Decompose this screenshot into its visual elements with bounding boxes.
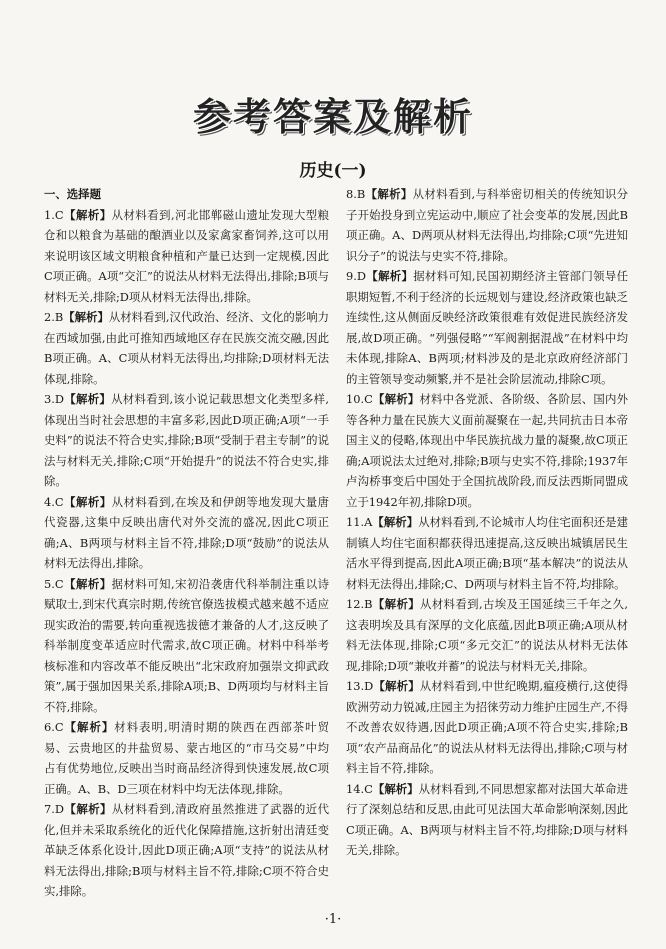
answer-text: 从材料看到,中世纪晚期,瘟疫横行,这使得欧洲劳动力锐减,庄园主为招徕劳动力维护庄园生产,不得不改善农奴待遇,因此D项正确;A项不符合史实,排除;B项“农产品商品化”的说法从材料无法得出,排除;C项与材料主旨不符,排除。 xyxy=(346,679,628,775)
analysis-tag: 【解析】 xyxy=(372,392,420,406)
answer-text: 材料中各党派、各阶级、各阶层、国内外等各种力量在民族大义面前凝聚在一起,共同抗击日本帝国主义的侵略,体现出中华民族抗战力量的凝聚,故C项正确;A项说法太过绝对,排除;B项与史实不符,排除;1937年卢沟桥事变后中国处于全国抗战阶段,而反法西斯同盟成立于1942年初,排除D项。 xyxy=(346,392,628,509)
left-column xyxy=(44,184,329,902)
answer-text: 从材料看到,该小说记载思想文化类型多样,体现出当时社会思想的丰富多彩,因此D项正确;A项“一手史料”的说法不符合史实,排除;B项“受制于君主专制”的说法与材料无关,排除;C项“开始提升”的说法不符合史实,排除。 xyxy=(44,392,329,488)
answer-number: 13.D xyxy=(346,679,374,693)
analysis-tag: 【解析】 xyxy=(63,494,112,509)
answer-text: 材料表明,明清时期的陕西在西部茶叶贸易、云贵地区的井盐贸易、蒙古地区的“市马交易”中均占有优势地位,反映出当时商品经济得到快速发展,故C项正确。A、B、D三项在材料中均无法体现,排除。 xyxy=(44,720,329,796)
answer-number: 10.C xyxy=(346,392,373,406)
analysis-tag: 【解析】 xyxy=(63,207,112,222)
analysis-tag: 【解析】 xyxy=(64,392,112,406)
analysis-tag: 【解析】 xyxy=(63,310,109,324)
answer-item xyxy=(346,594,628,676)
answer-text: 从材料看到,河北邯郸磁山遗址发现大型粮仓和以粮食为基础的酿酒业以及家禽家畜饲养,这可以用来说明该区域文明粮食种植和产量已达到一定规模,因此C项正确。A项“交汇”的说法从材料无法得出,排除;B项与材料无关,排除;D项从材料无法得出,排除。 xyxy=(44,207,329,304)
answer-item xyxy=(44,389,329,492)
answer-item xyxy=(44,799,329,902)
answer-number: 6.C xyxy=(44,720,64,734)
analysis-tag: 【解析】 xyxy=(372,781,419,796)
right-column xyxy=(346,184,628,861)
answer-text: 从材料看到,清政府虽然推进了武器的近代化,但并未采取系统化的近代化保障措施,这折射出清廷变革缺乏体系化设计,因此D项正确;A项“支持”的说法从材料无法得出,排除;B项与材料主旨不符,排除;C项不符合史实,排除。 xyxy=(44,802,329,898)
answer-number: 5.C xyxy=(44,576,64,591)
answer-number: 1.C xyxy=(44,207,64,222)
analysis-tag: 【解析】 xyxy=(373,679,420,693)
analysis-tag: 【解析】 xyxy=(365,187,413,201)
answer-number: 9.D xyxy=(346,269,367,283)
answer-item xyxy=(346,184,628,266)
analysis-tag: 【解析】 xyxy=(63,720,115,734)
answer-text: 从材料看到,汉代政治、经济、文化的影响力在西域加强,由此可推知西域地区存在民族交流交融,因此B项正确。A、C项从材料无法得出,均排除;D项材料无法体现,排除。 xyxy=(44,310,329,386)
analysis-tag: 【解析】 xyxy=(64,802,112,816)
answer-number: 4.C xyxy=(44,494,64,509)
answer-text: 从材料看到,不同思想家都对法国大革命进行了深刻总结和反思,由此可见法国大革命影响深刻,因此C项正确。A、B两项与材料主旨不符,均排除;D项与材料无关,排除。 xyxy=(346,781,628,857)
answer-number: 14.C xyxy=(346,781,373,796)
answer-number: 12.B xyxy=(346,597,373,611)
answer-item xyxy=(44,574,329,718)
page-number: ·1· xyxy=(324,912,342,927)
answer-number: 2.B xyxy=(44,310,64,324)
answer-item xyxy=(44,492,329,574)
answer-item xyxy=(346,676,628,779)
answer-text: 据材料可知,宋初沿袭唐代科举制注重以诗赋取士,到宋代真宗时期,传统官僚选拔模式越来越不适应现实政治的需要,转向重视选拔德才兼备的人才,这反映了科举制度变革适应时代需求,故C项正确。材料中科举考核标准和内容改革不能反映出“北宋政府加强崇文抑武政策”,属于强加因果关系,排除A项;B、D两项均与材料主旨不符,排除。 xyxy=(44,576,329,714)
subject-heading: 历史(一) xyxy=(299,161,367,181)
answer-item xyxy=(346,389,628,512)
analysis-tag: 【解析】 xyxy=(366,269,414,283)
page-title: 参考答案及解析 xyxy=(192,95,473,139)
analysis-tag: 【解析】 xyxy=(372,515,419,529)
answer-text: 从材料看到,不论城市人均住宅面积还是建制镇人均住宅面积都获得迅速提高,这反映出城镇居民生活水平得到提高,因此A项正确;B项“基本解决”的说法从材料无法得出,排除;C、D两项与材料主旨不符,均排除。 xyxy=(346,515,628,591)
answer-text: 据材料可知,民国初期经济主管部门领导任职期短暂,不利于经济的长远规划与建设,经济政策也缺乏连续性,这从侧面反映经济政策很难有效促进民族经济发展,故D项正确。“列强侵略”“军阀割据混战”在材料中均未体现,排除A、B两项;材料涉及的是北京政府经济部门的主管领导变动频繁,并不是社会阶层流动,排除C项。 xyxy=(346,269,628,386)
answer-number: 7.D xyxy=(44,802,65,816)
section-heading: 一、选择题 xyxy=(44,187,101,201)
answer-item xyxy=(44,307,329,389)
answer-text: 从材料看到,与科举密切相关的传统知识分子开始投身到立宪运动中,顺应了社会变革的发展,因此B项正确。A、D两项从材料无法得出,均排除;C项“先进知识分子”的说法与史实不符,排除。 xyxy=(346,187,628,263)
answer-number: 3.D xyxy=(44,392,65,406)
answer-item xyxy=(44,717,329,799)
answer-item xyxy=(346,512,628,594)
answer-text: 从材料看到,在埃及和伊朗等地发现大量唐代瓷器,这集中反映出唐代对外交流的盛况,因此C项正确;A、B两项与材料主旨不符,排除;D项“鼓励”的说法从材料无法得出,排除。 xyxy=(44,494,329,570)
analysis-tag: 【解析】 xyxy=(372,597,421,611)
answer-text: 从材料看到,古埃及王国延续三千年之久,这表明埃及具有深厚的文化底蕴,因此B项正确;A项从材料无法体现,排除;C项“多元交汇”的说法从材料无法体现,排除;D项“兼收并蓄”的说法与材料无关,排除。 xyxy=(346,597,628,673)
answer-item xyxy=(346,266,628,389)
answer-number: 8.B xyxy=(346,187,366,201)
answer-item xyxy=(44,205,329,308)
analysis-tag: 【解析】 xyxy=(63,576,112,591)
answer-item xyxy=(346,779,628,861)
answer-number: 11.A xyxy=(346,515,373,529)
